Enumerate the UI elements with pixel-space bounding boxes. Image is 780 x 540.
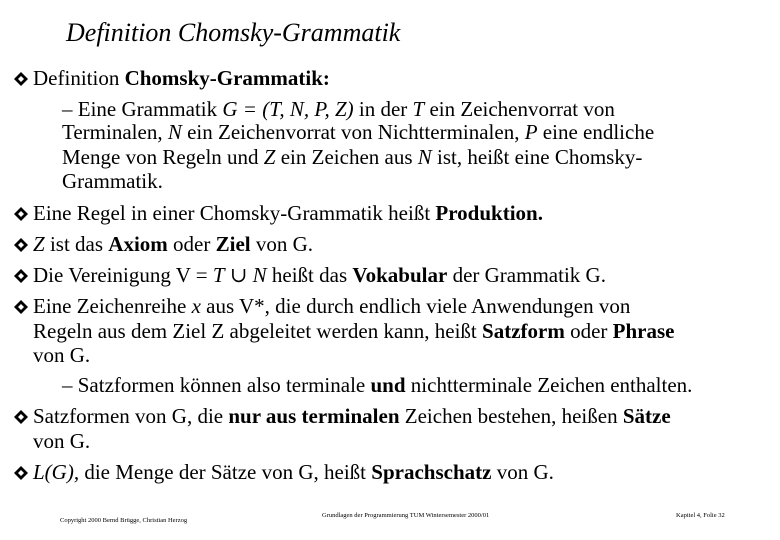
footer-page-number: Kapitel 4, Folie 32 <box>676 512 725 519</box>
slide-title: Definition Chomsky-Grammatik <box>66 18 401 47</box>
bullet-production: Eine Regel in einer Chomsky-Grammatik heißt Produktion. <box>33 201 543 225</box>
bullet-sentences: Satzformen von G, die nur aus terminalen Zeichen bestehen, heißen Sätze <box>33 404 671 428</box>
bullet-line: von G. <box>33 343 91 367</box>
bullet-sentential-form: Eine Zeichenreihe x aus V*, die durch endlich viele Anwendungen von <box>33 294 631 318</box>
diamond-bullet-icon <box>13 409 29 425</box>
sub-bullet-line: Terminalen, N ein Zeichenvorrat von Nichtterminalen, P eine endliche <box>62 120 655 144</box>
bullet-line: Regeln aus dem Ziel Z abgeleitet werden kann, heißt Satzform oder Phrase <box>33 319 675 343</box>
bullet-language: L(G), die Menge der Sätze von G, heißt Sprachschatz von G. <box>33 460 554 484</box>
diamond-bullet-icon <box>13 465 29 481</box>
footer-course: Grundlagen der Programmierung TUM Wintersemester 2000/01 <box>322 512 490 519</box>
sub-bullet-line: Menge von Regeln und Z ein Zeichen aus N ist, heißt eine Chomsky- <box>62 145 643 169</box>
bullet-definition: Definition Chomsky-Grammatik: <box>33 66 330 90</box>
bullet-line: von G. <box>33 429 91 453</box>
diamond-bullet-icon <box>13 268 29 284</box>
diamond-bullet-icon <box>13 299 29 315</box>
diamond-bullet-icon <box>13 206 29 222</box>
sub-bullet-line: Grammatik. <box>62 169 163 193</box>
bullet-vocabulary: Die Vereinigung V = T ∪ N heißt das Vokabular der Grammatik G. <box>33 263 606 287</box>
sub-bullet-satzformen: – Satzformen können also terminale und nichtterminale Zeichen enthalten. <box>62 373 693 397</box>
diamond-bullet-icon <box>13 237 29 253</box>
footer-copyright: Copyright 2000 Bernd Brügge, Christian Herzog <box>60 517 188 524</box>
sub-bullet-grammar: – Eine Grammatik G = (T, N, P, Z) in der T ein Zeichenvorrat von <box>62 97 615 121</box>
bullet-axiom: Z ist das Axiom oder Ziel von G. <box>33 232 314 256</box>
diamond-bullet-icon <box>13 71 29 87</box>
